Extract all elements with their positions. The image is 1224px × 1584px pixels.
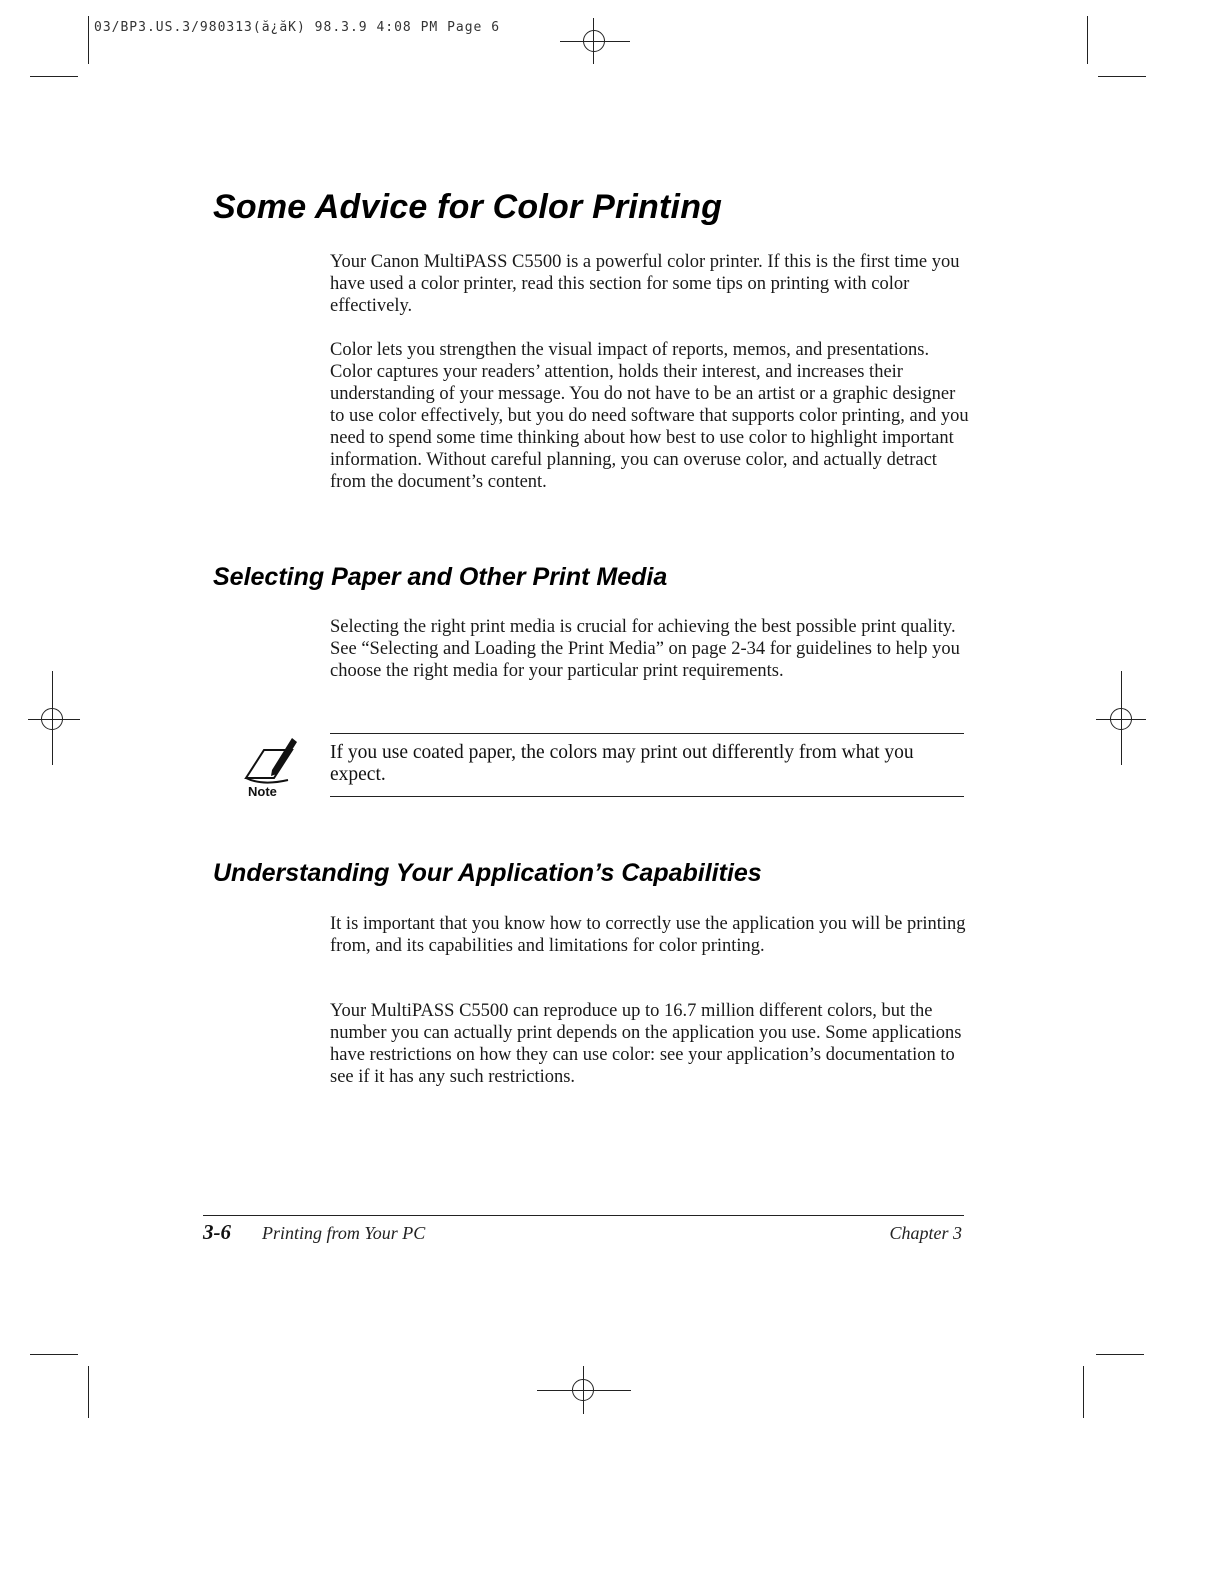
- note-rule-top: [330, 733, 964, 734]
- footer-page-number: 3-6: [203, 1220, 231, 1244]
- crop-mark-bottom-right: [1083, 1366, 1084, 1418]
- note-text: If you use coated paper, the colors may print out differently from what you expect.: [330, 742, 914, 785]
- crop-mark-top-left: [88, 16, 89, 64]
- crop-mark-bottom-left: [88, 1366, 89, 1418]
- note-label: Note: [248, 784, 277, 799]
- page-title: Some Advice for Color Printing: [213, 188, 723, 226]
- section-application-paragraph-2: Your MultiPASS C5500 can reproduce up to 16.7 million different colors, but the number you can actually print depends on the application you use. Some applications have restrictions on how they can use color: see your application’s documentation to see if it has any such restrictions.: [330, 1001, 962, 1087]
- crop-mark-top-left-h: [30, 76, 78, 77]
- section-heading-paper: Selecting Paper and Other Print Media: [213, 563, 668, 591]
- registration-mark-right-circle: [1110, 708, 1132, 730]
- footer-section-title: Printing from Your PC: [262, 1223, 426, 1243]
- note-pencil-icon: [242, 734, 300, 786]
- registration-mark-top-circle: [583, 30, 605, 52]
- crop-mark-bottom-left-h: [30, 1354, 78, 1355]
- footer-rule: [203, 1215, 964, 1216]
- footer-chapter: Chapter 3: [889, 1223, 962, 1243]
- crop-mark-top-right-h: [1098, 76, 1146, 77]
- intro-paragraph-1: Your Canon MultiPASS C5500 is a powerful color printer. If this is the first time you have used a color printer, read this section for some tips on printing with color effectively.: [330, 252, 960, 316]
- crop-mark-bottom-right-h: [1096, 1354, 1144, 1355]
- section-application-paragraph-1: It is important that you know how to correctly use the application you will be printing from, and its capabilities and limitations for color printing.: [330, 914, 966, 956]
- section-heading-application: Understanding Your Application’s Capabilities: [213, 859, 762, 887]
- registration-mark-bottom-circle: [572, 1379, 594, 1401]
- crop-mark-top-right: [1087, 16, 1088, 64]
- section-paper-paragraph: Selecting the right print media is crucial for achieving the best possible print quality. See “Selecting and Loading the Print Media” on page 2-34 for guidelines to help you choose the right media for your particular print requirements.: [330, 617, 960, 681]
- intro-paragraph-2: Color lets you strengthen the visual impact of reports, memos, and presentations. Color captures your readers’ attention, holds their interest, and increases their understanding of your message. You do not have to be an artist or a graphic designer to use color effectively, but you do need software that supports color printing, and you need to spend some time thinking about how best to use color to highlight important information. Without careful planning, you can overuse color, and actually detract from the document’s content.: [330, 340, 969, 492]
- note-rule-bottom: [330, 796, 964, 797]
- print-slug: 03/BP3.US.3/980313(ă¿ăK) 98.3.9 4:08 PM Page 6: [94, 20, 501, 35]
- registration-mark-left-circle: [41, 708, 63, 730]
